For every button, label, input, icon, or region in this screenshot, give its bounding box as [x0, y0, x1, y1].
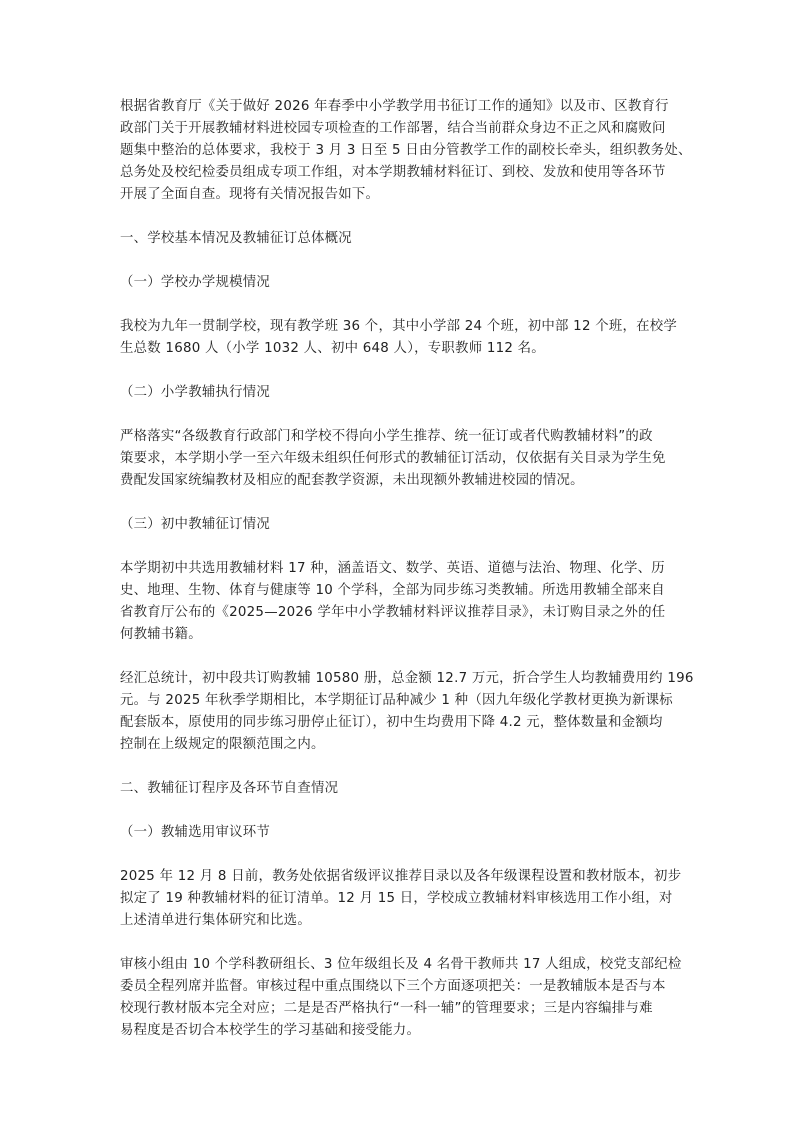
text-line: 何教辅书籍。 — [120, 627, 202, 642]
text-line: 开展了全面自查。现将有关情况报告如下。 — [120, 187, 380, 202]
text-line: 史、地理、生物、体育与健康等 10 个学科，全部为同步练习类教辅。所选用教辅全部来自 — [120, 583, 665, 598]
text-line: 总务处及校纪检委员组成专项工作组，对本学期教辅材料征订、到校、发放和使用等各环节 — [120, 165, 666, 180]
selection-timeline-paragraph — [120, 866, 682, 932]
text-line: 上述清单进行集体研究和比选。 — [120, 913, 311, 928]
text-line: 拟定了 19 种教辅材料的征订清单。12 月 15 日，学校成立教辅材料审核选用工作小组，对 — [120, 891, 673, 906]
text-line: 根据省教育厅《关于做好 2026 年春季中小学教学用书征订工作的通知》以及市、区教育行 — [120, 99, 669, 114]
text-line: 控制在上级规定的限额范围之内。 — [120, 737, 325, 752]
text-line: 易程度是否切合本校学生的学习基础和接受能力。 — [120, 1023, 421, 1038]
text-line: 题集中整治的总体要求，我校于 3 月 3 日至 5 日由分管教学工作的副校长牵头，组织教务处、 — [120, 143, 692, 158]
section-1-heading: 一、学校基本情况及教辅征订总体概况 — [120, 231, 352, 246]
text-line: 本学期初中共选用教辅材料 17 种，涵盖语文、数学、英语、道德与法治、物理、化学、历 — [120, 561, 665, 576]
text-line: 政部门关于开展教辅材料进校园专项检查的工作部署，结合当前群众身边不正之风和腐败问 — [120, 121, 666, 136]
text-line: 经汇总统计，初中段共订购教辅 10580 册，总金额 12.7 万元，折合学生人均教辅费用约 196 — [120, 671, 694, 686]
text-line: 2025 年 12 月 8 日前，教务处依据省级评议推荐目录以及各年级课程设置和教材版本，初步 — [120, 869, 682, 884]
primary-execution-paragraph — [120, 426, 676, 492]
text-line: 费配发国家统编教材及相应的配套教学资源，未出现额外教辅进校园的情况。 — [120, 473, 584, 488]
junior-selection-paragraph — [120, 558, 676, 646]
text-line: 配套版本，原使用的同步练习册停止征订），初中生均费用下降 4.2 元，整体数量和金额均 — [120, 715, 663, 730]
text-line: 严格落实“各级教育行政部门和学校不得向小学生推荐、统一征订或者代购教辅材料”的政 — [120, 429, 653, 444]
school-scale-paragraph — [120, 316, 676, 360]
text-line: 我校为九年一贯制学校，现有教学班 36 个，其中小学部 24 个班，初中部 12 个班，在校学 — [120, 319, 678, 334]
section-2-1-heading: （一）教辅选用审议环节 — [120, 825, 271, 840]
section-2-heading: 二、教辅征订程序及各环节自查情况 — [120, 781, 339, 796]
section-1-1-heading: （一）学校办学规模情况 — [120, 275, 271, 290]
section-1-2-heading: （二）小学教辅执行情况 — [120, 385, 271, 400]
intro-paragraph — [120, 96, 692, 206]
review-group-paragraph — [120, 954, 682, 1042]
text-line: 委员全程列席并监督。审核过程中重点围绕以下三个方面逐项把关：一是教辅版本是否与本 — [120, 979, 666, 994]
text-line: 策要求，本学期小学一至六年级未组织任何形式的教辅征订活动，仅依据有关目录为学生免 — [120, 451, 666, 466]
text-line: 校现行教材版本完全对应；二是是否严格执行“一科一辅”的管理要求；三是内容编排与难 — [120, 1001, 653, 1016]
text-line: 生总数 1680 人（小学 1032 人、初中 648 人），专职教师 112 名。 — [120, 341, 545, 356]
document-page — [120, 96, 694, 1064]
junior-statistics-paragraph — [120, 668, 694, 756]
section-1-3-heading: （三）初中教辅征订情况 — [120, 517, 271, 532]
text-line: 元。与 2025 年秋季学期相比，本学期征订品种减少 1 种（因九年级化学教材更换为新课标 — [120, 693, 673, 708]
text-line: 审核小组由 10 个学科教研组长、3 位年级组长及 4 名骨干教师共 17 人组成，校党支部纪检 — [120, 957, 682, 972]
text-line: 省教育厅公布的《2025—2026 学年中小学教辅材料评议推荐目录》，未订购目录之外的任 — [120, 605, 666, 620]
